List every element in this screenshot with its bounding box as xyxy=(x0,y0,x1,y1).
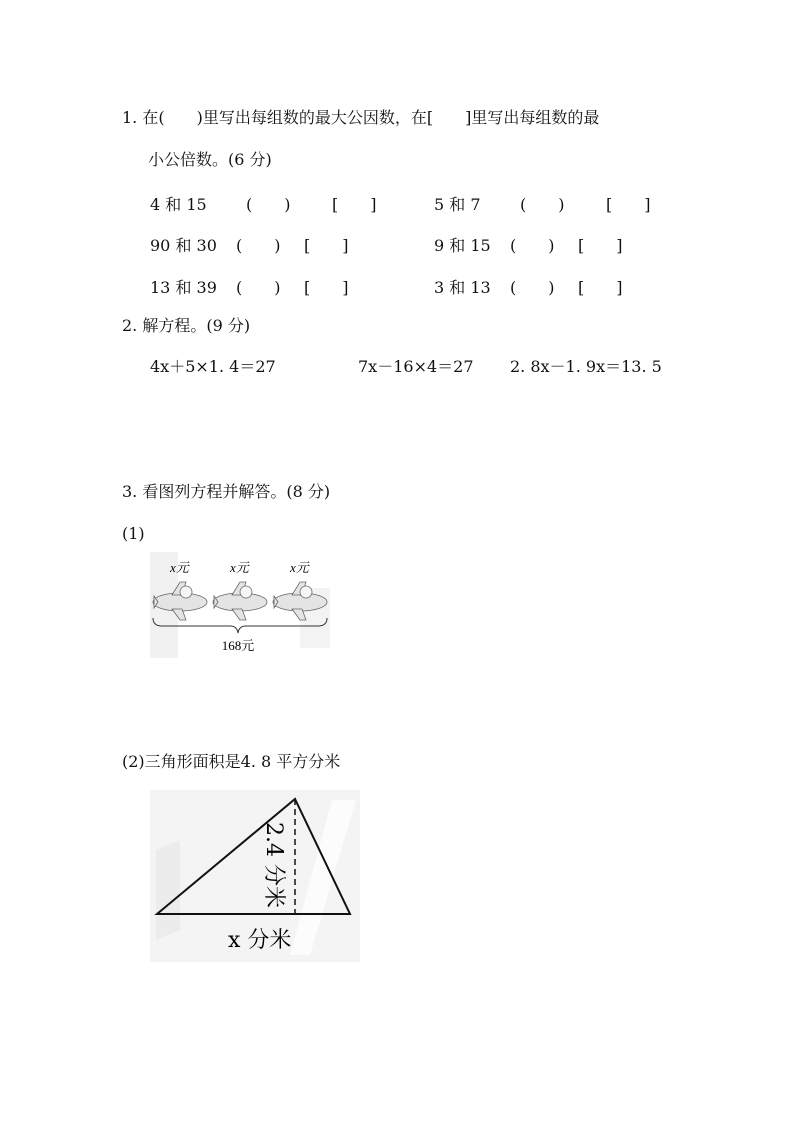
price-label-2: x元 xyxy=(230,560,249,575)
pair-label: 5 和 7 xyxy=(434,195,481,214)
q1-line2: 小公倍数。(6 分) xyxy=(148,150,272,169)
gcd-blank: ( ) xyxy=(236,236,281,255)
base-label: x 分米 xyxy=(228,928,292,953)
gcd-blank: ( ) xyxy=(246,195,291,214)
lcm-blank: [ ] xyxy=(332,195,377,214)
q3-part2-label: (2)三角形面积是4. 8 平方分米 xyxy=(122,752,341,771)
equation-2: 7x－16×4＝27 xyxy=(358,357,474,376)
gcd-blank: ( ) xyxy=(520,195,565,214)
lcm-blank: [ ] xyxy=(304,278,349,297)
equation-3: 2. 8x－1. 9x＝13. 5 xyxy=(510,357,662,376)
pair-label: 13 和 39 xyxy=(150,278,217,297)
lcm-blank: [ ] xyxy=(578,236,623,255)
triangle-figure xyxy=(150,790,360,965)
lcm-blank: [ ] xyxy=(578,278,623,297)
q1-line1: 1. 在( )里写出每组数的最大公因数，在[ ]里写出每组数的最 xyxy=(122,108,600,127)
gcd-blank: ( ) xyxy=(510,278,555,297)
pair-label: 3 和 13 xyxy=(434,278,491,297)
q3-title: 3. 看图列方程并解答。(8 分) xyxy=(122,482,331,501)
total-label: 168元 xyxy=(221,638,255,653)
toy-planes-figure xyxy=(150,552,335,660)
lcm-blank: [ ] xyxy=(606,195,651,214)
lcm-blank: [ ] xyxy=(304,236,349,255)
pair-label: 9 和 15 xyxy=(434,236,491,255)
q3-part1-label: (1) xyxy=(122,524,145,543)
watermark-shape xyxy=(156,840,180,940)
pair-label: 90 和 30 xyxy=(150,236,217,255)
equation-1: 4x＋5×1. 4＝27 xyxy=(150,357,276,376)
gcd-blank: ( ) xyxy=(236,278,281,297)
toy-plane-icon xyxy=(213,582,267,620)
height-label: 2.4 分米 xyxy=(261,822,286,908)
q2-title: 2. 解方程。(9 分) xyxy=(122,316,251,335)
pair-label: 4 和 15 xyxy=(150,195,207,214)
price-label-1: x元 xyxy=(170,560,189,575)
gcd-blank: ( ) xyxy=(510,236,555,255)
price-label-3: x元 xyxy=(290,560,309,575)
